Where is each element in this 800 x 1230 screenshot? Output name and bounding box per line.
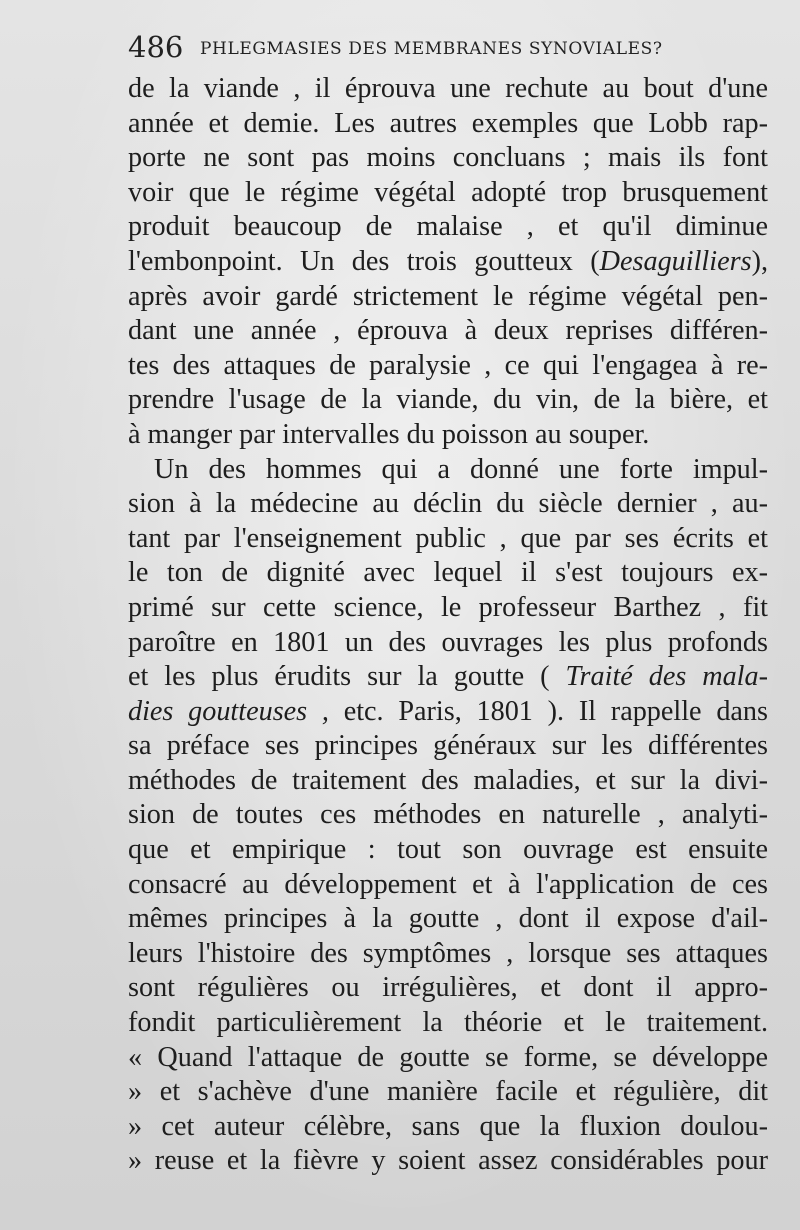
text-line: mêmes principes à la goutte , dont il expose d'ail- [128, 903, 768, 935]
text-line: dies goutteuses , etc. Paris, 1801 ). Il rappelle dans [128, 695, 768, 727]
quote-line: » reuse et la fièvre y soient assez considérables pour [128, 1145, 768, 1177]
text-line: leurs l'histoire des symptômes , lorsque ses attaques [128, 937, 768, 969]
text-line: primé sur cette science, le professeur Barthez , fit [128, 591, 768, 623]
text-line: porte ne sont pas moins concluans ; mais ils font [128, 142, 768, 174]
text-line: tant par l'enseignement public , que par ses écrits et [128, 522, 768, 554]
text-line: le ton de dignité avec lequel il s'est toujours ex- [128, 557, 768, 589]
paragraph-end-line: à manger par intervalles du poisson au souper. [128, 418, 650, 450]
text-line: prendre l'usage de la viande, du vin, de la bière, et [128, 384, 768, 416]
body-text [128, 72, 768, 1179]
page-number: 486 [128, 30, 184, 64]
quote-line: « Quand l'attaque de goutte se forme, se développe [128, 1041, 768, 1073]
text-line: après avoir gardé strictement le régime végétal pen- [128, 280, 768, 312]
text-line: voir que le régime végétal adopté trop brusquement [128, 176, 768, 208]
text-line: méthodes de traitement des maladies, et sur la divi- [128, 764, 768, 796]
text-line: sont régulières ou irrégulières, et dont il appro- [128, 972, 768, 1004]
text-line: de la viande , il éprouva une rechute au bout d'une [128, 73, 768, 104]
text-line: tes des attaques de paralysie , ce qui l'engagea à re- [128, 349, 768, 381]
text-line: sion de toutes ces méthodes en naturelle , analyti- [128, 799, 768, 831]
text-line: dant une année , éprouva à deux reprises différen- [128, 315, 768, 347]
text-line: paroître en 1801 un des ouvrages les plus profonds [128, 626, 768, 658]
text-line: et les plus érudits sur la goutte ( Traité des mala- [128, 661, 768, 693]
text-line: sa préface ses principes généraux sur les différentes [128, 730, 768, 762]
text-line: consacré au développement et à l'application de ces [128, 868, 768, 900]
page-header [128, 30, 728, 66]
text-line: année et demie. Les autres exemples que Lobb rap- [128, 107, 768, 139]
text-line: sion à la médecine au déclin du siècle dernier , au- [128, 488, 768, 520]
italic-title: dies goutteuses , [128, 695, 329, 727]
quote-line: » cet auteur célèbre, sans que la fluxion doulou- [128, 1110, 768, 1142]
text-line: l'embonpoint. Un des trois goutteux (Desaguilliers), [128, 245, 768, 277]
text-line: que et empirique : tout son ouvrage est ensuite [128, 834, 768, 866]
text-line: produit beaucoup de malaise , et qu'il diminue [128, 211, 768, 243]
italic-name: Desaguilliers [599, 245, 752, 277]
running-title: PHLEGMASIES DES MEMBRANES SYNOVIALES? [200, 39, 663, 59]
paragraph-start-line: Un des hommes qui a donné une forte impul- [154, 453, 768, 485]
text-line: fondit particulièrement la théorie et le traitement. [128, 1007, 768, 1039]
quote-line: » et s'achève d'une manière facile et régulière, dit [128, 1076, 768, 1108]
italic-title: Traité des mala- [565, 661, 768, 693]
